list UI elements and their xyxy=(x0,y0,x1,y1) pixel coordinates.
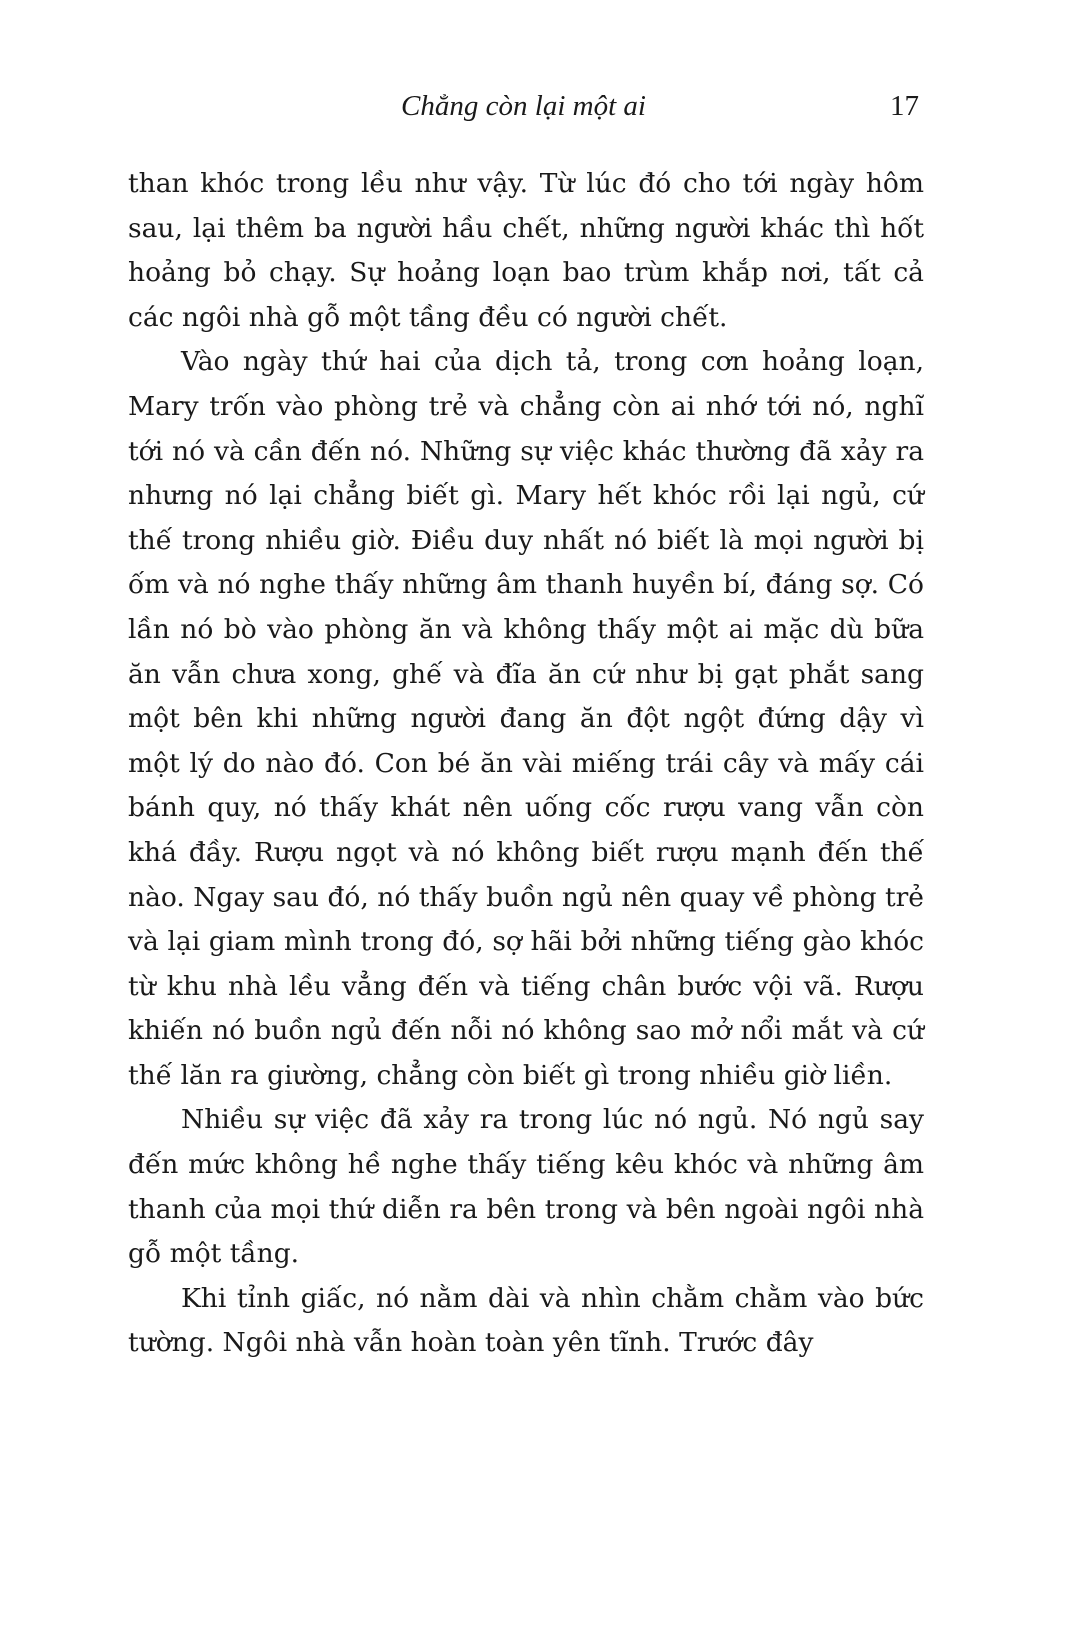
paragraph-waking-up: Khi tỉnh giấc, nó nằm dài và nhìn chằm chằm vào bức tường. Ngôi nhà vẫn hoàn toàn yên tĩnh. Trước đây xyxy=(128,1282,924,1359)
body-text xyxy=(128,162,924,1366)
running-header xyxy=(128,84,919,128)
paragraph-while-sleeping: Nhiều sự việc đã xảy ra trong lúc nó ngủ. Nó ngủ say đến mức không hề nghe thấy tiếng kêu khóc và những âm thanh của mọi thứ diễn ra bên trong và bên ngoài ngôi nhà gỗ một tầng. xyxy=(128,1104,924,1270)
paragraph-continued: than khóc trong lều như vậy. Từ lúc đó cho tới ngày hôm sau, lại thêm ba người hầu chết, những người khác thì hốt hoảng bỏ chạy. Sự hoảng loạn bao trùm khắp nơi, tất cả các ngôi nhà gỗ một tầng đều có người chết. xyxy=(128,168,924,333)
page-number: 17 xyxy=(890,90,919,122)
running-title: Chẳng còn lại một ai xyxy=(401,90,646,122)
paragraph-cholera-day-two: Vào ngày thứ hai của dịch tả, trong cơn hoảng loạn, Mary trốn vào phòng trẻ và chẳng còn ai nhớ tới nó, nghĩ tới nó và cần đến nó. Những sự việc khác thường đã xảy ra nhưng nó lại chẳng biết gì. Mary hết khóc rồi lại ngủ, cứ thế trong nhiều giờ. Điều duy nhất nó biết là mọi người bị ốm và nó nghe thấy những âm thanh huyền bí, đáng sợ. Có lần nó bò vào phòng ăn và không thấy một ai mặc dù bữa ăn vẫn chưa xong, ghế và đĩa ăn cứ như bị gạt phắt sang một bên khi những người đang ăn đột ngột đứng dậy vì một lý do nào đó. Con bé ăn vài miếng trái cây và mấy cái bánh quy, nó thấy khát nên uống cốc rượu vang vẫn còn khá đầy. Rượu ngọt và nó không biết rượu mạnh đến thế nào. Ngay sau đó, nó thấy buồn ngủ nên quay về phòng trẻ và lại giam mình trong đó, sợ hãi bởi những tiếng gào khóc từ khu nhà lều vẳng đến và tiếng chân bước vội vã. Rượu khiến nó buồn ngủ đến nỗi nó không sao mở nổi mắt và cứ thế lăn ra giường, chẳng còn biết gì trong nhiều giờ liền. xyxy=(128,346,924,1091)
